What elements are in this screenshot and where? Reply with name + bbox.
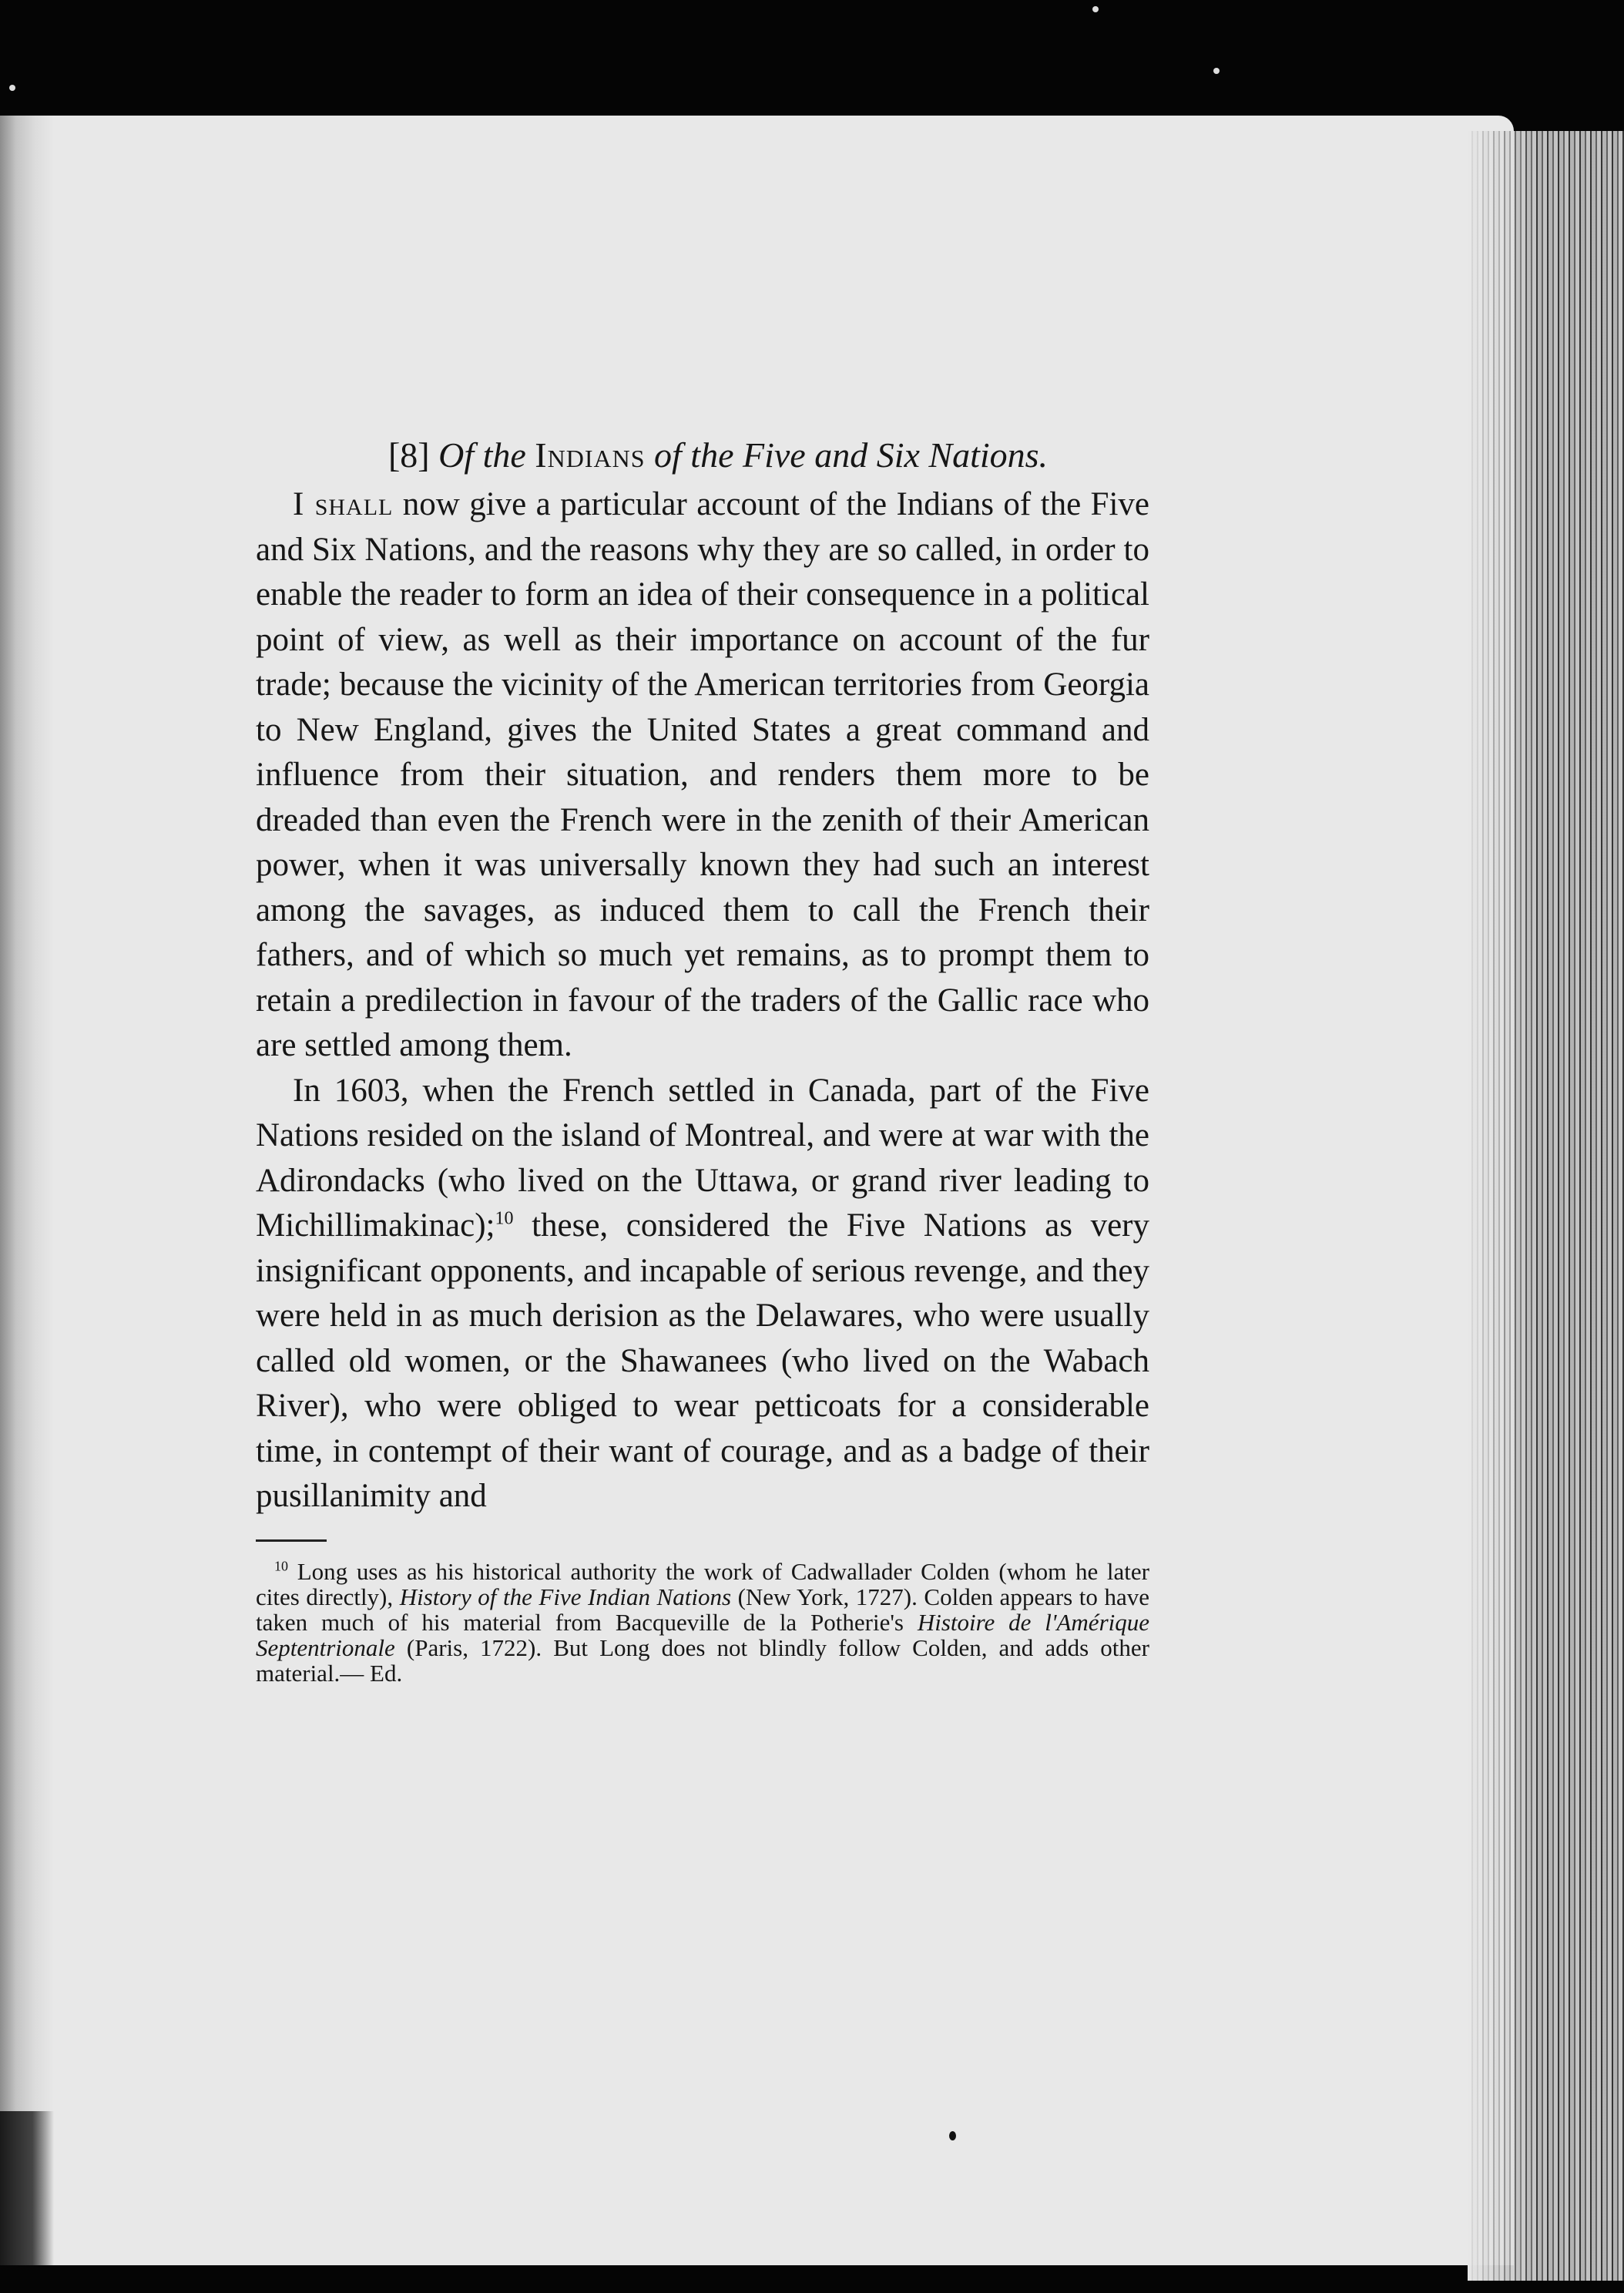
page-number: [8] [388,435,439,475]
page-mark-dot [949,2131,956,2140]
footnote-title-2: Histoire de l'Amérique Septentrionale [256,1608,1150,1661]
page-text [256,431,1149,1686]
paragraph-1-lead: I shall [293,486,394,522]
paragraph-2 [256,1069,1149,1519]
footnote-text-3: (Paris, 1722). But Long does not blindly follow Colden, and adds other material.— Ed. [256,1633,1149,1687]
film-speck [1213,68,1220,74]
book-gutter-shadow [0,116,54,2265]
paragraph-1 [256,482,1149,1069]
book-spine-edge [0,2111,54,2265]
footnote-number: 10 [274,1558,288,1574]
footnote-text-1: Long uses as his historical authority the work of Cadwallader Colden (whom he later cites directly), [256,1557,1149,1610]
paragraph-1-text: now give a particular account of the Indians of the Five and Six Nations, and the reasons why they are so called, in order to enable the reader to form an idea of their consequence in a political point of view, as well as their importance on account of the fur trade; because the vicinity of the American territories from Georgia to New England, gives the United States a great command and influence from their situation, and renders them more to be dreaded than even the French were in the zenith of their American power, when it was universally known they had such an interest among the savages, as induced them to call the French their fathers, and of which so much yet remains, as to prompt them to retain a predilection in favour of the traders of the Gallic race who are settled among them. [256,486,1149,1063]
footnote-text-2: (New York, 1727). Colden appears to have taken much of his material from Bacqueville de la Potherie's [256,1583,1149,1636]
heading-part-2: Indians [535,435,646,475]
footnote-rule [256,1539,327,1542]
heading-part-3: of the Five and Six Nations. [645,435,1049,475]
footnote-title-1: History of the Five Indian Nations [399,1583,732,1610]
footnote [256,1559,1149,1686]
film-speck [1092,6,1099,12]
page-edges-shading [1468,131,1624,2281]
heading-part-1: Of the [438,435,535,475]
paragraph-2-text-b: these, considered the Five Nations as very insignificant opponents, and incapable of serious revenge, and they were held in as much derision as the Delawares, who were usually called old women, or the Shawanees (who lived on the Wabach River), who were obliged to wear petticoats for a considerable time, in contempt of their want of courage, and as a badge of their pusillanimity and [256,1207,1149,1514]
film-speck [9,85,15,91]
page-heading [287,431,1149,479]
paragraph-2-text-a: In 1603, when the French settled in Canada, part of the Five Nations resided on the island of Montreal, and were at war with the Adirondacks (who lived on the Uttawa, or grand river leading to Michillimakinac); [256,1072,1149,1244]
footnote-reference: 10 [495,1208,514,1229]
